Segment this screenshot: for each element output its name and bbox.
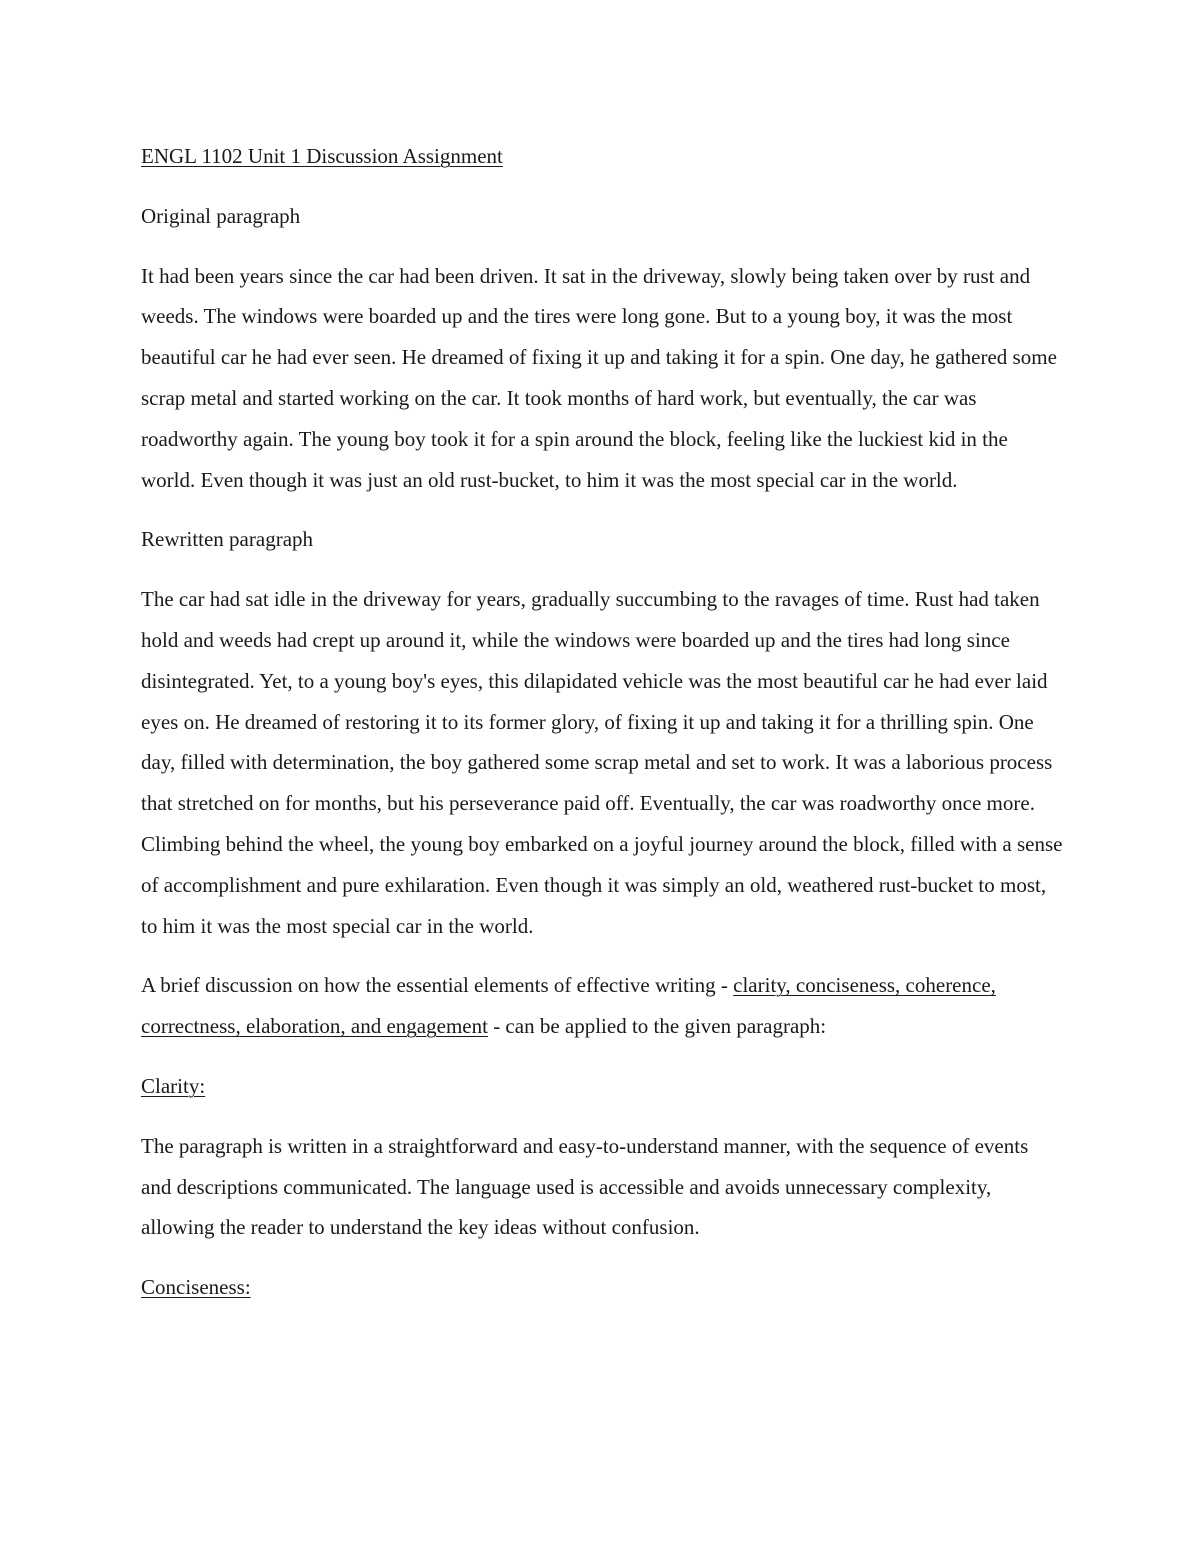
rewritten-paragraph-heading: Rewritten paragraph bbox=[141, 527, 314, 552]
document-title: ENGL 1102 Unit 1 Discussion Assignment bbox=[141, 144, 503, 168]
rewritten-paragraph-text: The car had sat idle in the driveway for years, gradually succumbing to the ravages of time. Rust had taken hold and weeds had crept up around it, while the windows were boarded up and the tires had long since disintegrated. Yet, to a young boy's eyes, this dilapidated vehicle was the most beautiful car he had ever laid eyes on. He dreamed of restoring it to its former glory, of fixing it up and taking it for a thrilling spin. One day, filled with determination, the boy gathered some scrap metal and set to work. It was a laborious process that stretched on for months, but his perseverance paid off. Eventually, the car was roadworthy once more. Climbing behind the wheel, the young boy embarked on a joyful journey around the block, filled with a sense of accomplishment and pure exhilaration. Even though it was simply an old, weathered rust-bucket to most, to him it was the most special car in the world. bbox=[141, 587, 1063, 938]
clarity-text: The paragraph is written in a straightforward and easy-to-understand manner, with the sequence of events and descriptions communicated. The language used is accessible and avoids unnecessary complexity, allowing the reader to understand the key ideas without confusion. bbox=[141, 1133, 1029, 1240]
original-paragraph-text: It had been years since the car had been driven. It sat in the driveway, slowly being taken over by rust and weeds. The windows were boarded up and the tires were long gone. But to a young boy, it was the most beautiful car he had ever seen. He dreamed of fixing it up and taking it for a spin. One day, he gathered some scrap metal and started working on the car. It took months of hard work, but eventually, the car was roadworthy again. The young boy took it for a spin around the block, feeling like the luckiest kid in the world. Even though it was just an old rust-bucket, to him it was the most special car in the world. bbox=[141, 263, 1057, 492]
discussion-intro-lead: A brief discussion on how the essential elements of effective writing - bbox=[141, 973, 734, 998]
document-body bbox=[141, 136, 1063, 1327]
original-paragraph-heading: Original paragraph bbox=[141, 203, 301, 228]
discussion-intro bbox=[141, 965, 1063, 1047]
discussion-elements-list: clarity, conciseness, coherence, correctness, elaboration, and engagement bbox=[141, 973, 996, 1039]
conciseness-heading: Conciseness: bbox=[141, 1275, 251, 1300]
discussion-intro-tail: - can be applied to the given paragraph: bbox=[487, 1014, 827, 1039]
clarity-heading: Clarity: bbox=[141, 1073, 206, 1098]
